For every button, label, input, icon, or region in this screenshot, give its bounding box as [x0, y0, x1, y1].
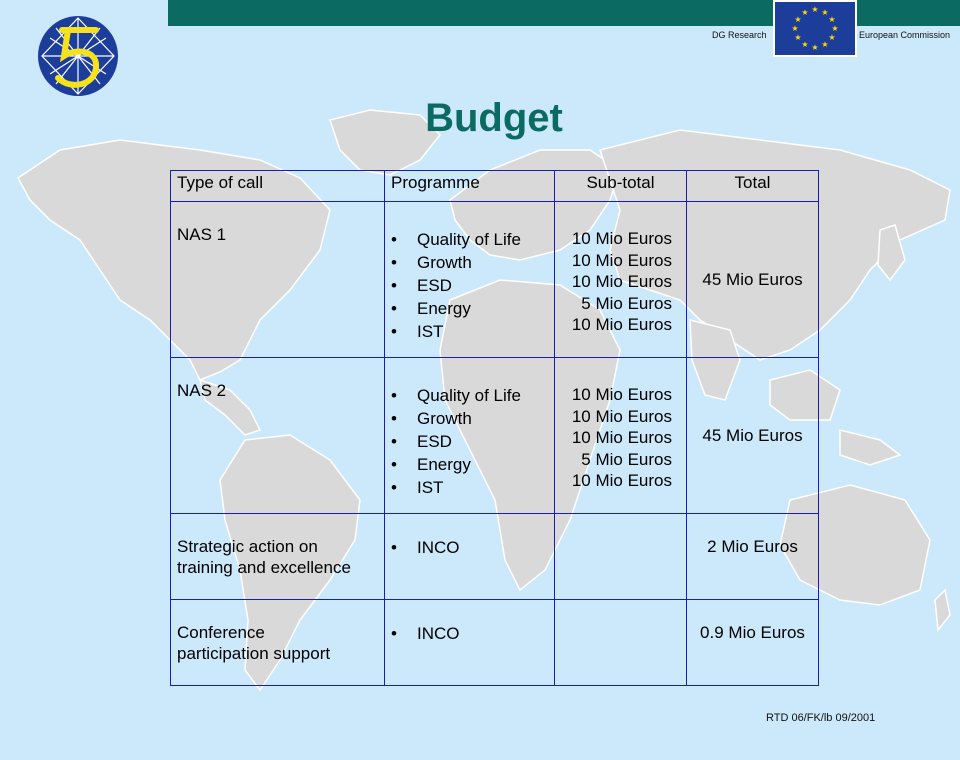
programme-cell — [385, 514, 555, 600]
list-item: • INCO — [391, 624, 460, 643]
list-item: • IST — [391, 478, 444, 497]
page-title: Budget — [425, 96, 563, 140]
programme-cell — [385, 600, 555, 686]
list-item: • ESD — [391, 276, 452, 295]
list-item: • INCO — [391, 538, 460, 557]
svg-text:★: ★ — [821, 40, 829, 49]
svg-text:★: ★ — [811, 5, 819, 14]
budget-table — [170, 170, 819, 686]
table-row — [171, 600, 819, 686]
list-item: • Quality of Life — [391, 386, 521, 405]
svg-text:★: ★ — [794, 33, 802, 42]
header-programme: Programme — [385, 171, 555, 202]
svg-text:★: ★ — [811, 43, 819, 52]
programme-cell — [385, 202, 555, 358]
header-type-of-call: Type of call — [171, 171, 385, 202]
framework-programme-logo — [36, 12, 120, 100]
type-cell: Conference participation support — [171, 600, 385, 686]
list-item: • IST — [391, 322, 444, 341]
table-header-row — [171, 171, 819, 202]
svg-text:★: ★ — [821, 8, 829, 17]
table-row — [171, 358, 819, 514]
subtotal-cell: 10 Mio Euros 10 Mio Euros 10 Mio Euros 5 Mio Euros 10 Mio Euros — [555, 202, 687, 358]
svg-text:★: ★ — [791, 24, 799, 33]
svg-text:★: ★ — [801, 8, 809, 17]
svg-text:★: ★ — [794, 15, 802, 24]
total-cell: 2 Mio Euros — [687, 514, 819, 600]
dg-research-label: DG Research — [712, 30, 767, 40]
list-item: • Energy — [391, 455, 471, 474]
table-row — [171, 514, 819, 600]
list-item: • ESD — [391, 432, 452, 451]
header-total: Total — [687, 171, 819, 202]
type-cell: NAS 1 — [171, 202, 385, 358]
programme-cell — [385, 358, 555, 514]
eu-flag-icon — [773, 0, 857, 57]
subtotal-cell: 10 Mio Euros 10 Mio Euros 10 Mio Euros 5 Mio Euros 10 Mio Euros — [555, 358, 687, 514]
table-row — [171, 202, 819, 358]
footer-reference: RTD 06/FK/lb 09/2001 — [766, 712, 876, 724]
svg-text:★: ★ — [828, 15, 836, 24]
list-item: • Quality of Life — [391, 230, 521, 249]
list-item: • Growth — [391, 409, 472, 428]
list-item: • Growth — [391, 253, 472, 272]
subtotal-cell — [555, 514, 687, 600]
type-cell: Strategic action on training and excellence — [171, 514, 385, 600]
european-commission-label: European Commission — [859, 30, 951, 40]
subtotal-cell — [555, 600, 687, 686]
total-cell: 45 Mio Euros — [687, 358, 819, 514]
total-cell: 45 Mio Euros — [687, 202, 819, 358]
svg-text:★: ★ — [801, 40, 809, 49]
svg-text:★: ★ — [828, 33, 836, 42]
svg-text:★: ★ — [831, 24, 839, 33]
total-cell: 0.9 Mio Euros — [687, 600, 819, 686]
header-sub-total: Sub-total — [555, 171, 687, 202]
list-item: • Energy — [391, 299, 471, 318]
type-cell: NAS 2 — [171, 358, 385, 514]
